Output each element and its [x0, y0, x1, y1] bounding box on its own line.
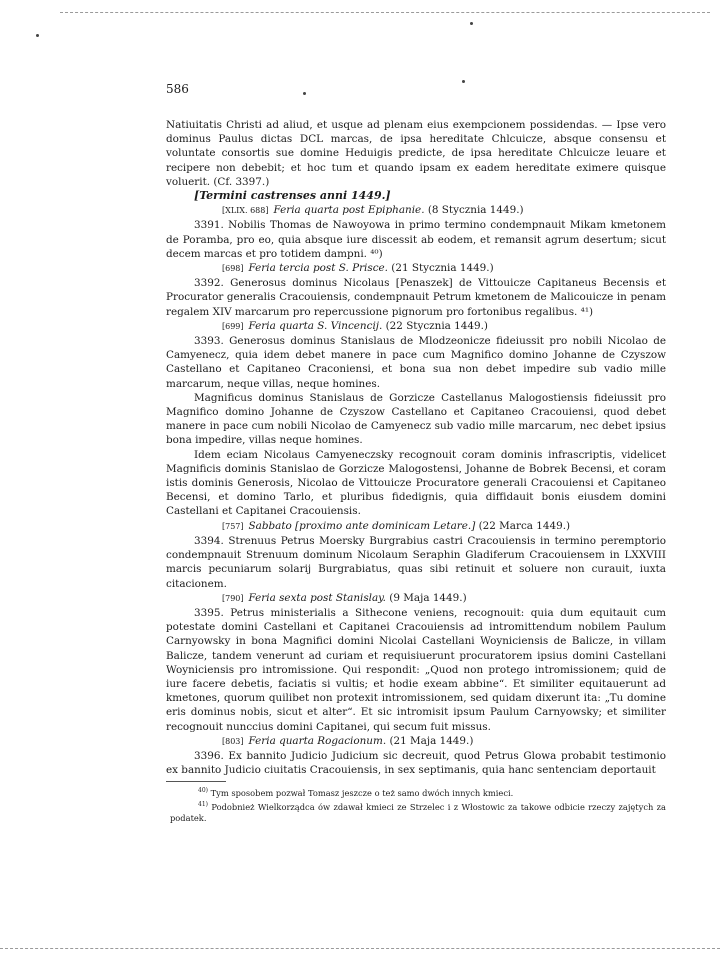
reference-number: [757] [222, 521, 244, 531]
page-top-edge [60, 12, 710, 13]
calendar-date: (22 Marca 1449.) [478, 519, 571, 532]
paragraph: 3395. Petrus ministerialis a Sithecone veniens, recognouit: quia dum equitauit cum potestate domini Castellani et Capitanei Cracouiensis ad intromittendum nobilem Paulum Carnyowsky in bona Magnifici domini Nicolai Castellani Woyniciensis de Balicze, in villam Balicze, tandem venerunt ad curiam et requisiuerunt procuratorem ipsius domini Castellani Woyniciensis pro intromissione. Qui respondit: „Quod non protego intromissionem; quid de iure facere debetis, faciatis si vultis; et hodie exeam abbine“. Et similiter equitauerunt ad kmetones, quorum quilibet non protexit intromissionem, sed quidam dixerunt ita: „Tu domine eris dominus nobis, sicut et alter“. Et sic intromisit ipsum Paulum Carnyowsky; et similiter recognouit nunccius domini Capitanei, qui secum fuit missus. [166, 606, 666, 733]
paragraph: 3394. Strenuus Petrus Moersky Burgrabius castri Cracouiensis in termino peremptorio condempnauit Strenuum dominum Nicolaum Seraphin Gladiferum Cracouiensem in LXXVIII marcis pecuniarum solarij Burgrabiatus, quas sibi retinuit et soluere non curauit, iuxta citacionem. [166, 534, 666, 590]
record-reference [166, 519, 666, 534]
footnote-mark: 41) [198, 801, 208, 809]
page-bottom-edge [0, 948, 720, 949]
scan-speck [470, 22, 473, 25]
page-number: 586 [166, 82, 189, 96]
scan-speck [36, 34, 39, 37]
paragraph: Natiuitatis Christi ad aliud, et usque ad plenam eius exempcionem possidendas. — Ipse vero dominus Paulus dictas DCL marcas, de ipsa hereditate Chlcuicze, absque consensu et voluntate consortis sue domine Heduigis predicte, de ipsa hereditate Chlcuicze leuare et recipere non debebit; et hoc tum et quando ipsam ex eadem hereditate eximere quisque voluerit. (Cf. 3397.) [166, 119, 666, 188]
footnote [166, 799, 666, 824]
scan-speck [462, 80, 465, 83]
section-heading: [Termini castrenses anni 1449.] [194, 189, 391, 203]
calendar-date: (21 Stycznia 1449.) [391, 262, 494, 275]
paragraph: Idem eciam Nicolaus Camyeneczsky recognouit coram dominis infrascriptis, videlicet Magnificis dominis Stanislao de Gorzicze Malogostensi, Johanne de Bobrek Becensi, et coram istis dominis Generosis, Nicolao de Vittouicze Procuratore generali Cracouiensi et Capitaneo Becensi, et domino Tarlo, et pluribus fidedignis, quia diffidauit bonis eiusdem domini Castellani et Capitanei Cracouiensis. [166, 448, 666, 518]
reference-number: [698] [222, 264, 244, 274]
feast-date: Feria sexta post Stanislay. [248, 591, 386, 604]
footnote [166, 785, 666, 799]
reference-number: [790] [222, 593, 244, 603]
feast-date: Feria quarta S. Vincencij. [248, 319, 383, 332]
feast-date: Sabbato [proximo ante dominicam Letare.] [248, 519, 476, 532]
record-reference [166, 261, 666, 276]
paragraph: 3396. Ex bannito Judicio Judicium sic decreuit, quod Petrus Glowa probabit testimonio ex bannito Judicio ciuitatis Cracouiensis, in sex septimanis, quia hanc sentenciam deportauit [166, 749, 666, 777]
paragraph: Magnificus dominus Stanislaus de Gorzicze Castellanus Malogostiensis fideiussit pro Magnifico domino Johanne de Czyszow Castellano et Capitaneo Cracouiensi, quod debet manere in pace cum nobili Nicolao de Camyenecz sub vadio mille marcarum, nec debet ipsius bona impedire, villas neque homines. [166, 391, 666, 447]
paragraph: 3392. Generosus dominus Nicolaus [Penaszek] de Vittouicze Capitaneus Becensis et Procurator generalis Cracouiensis, condempnauit Petrum kmetonem de Malicouicze in penam regalem XIV marcarum pro repercussione pignorum pro fortonibus regalibus. ⁴¹) [166, 277, 666, 318]
footnote-rule [166, 781, 226, 782]
record-reference [166, 203, 666, 218]
calendar-date: (9 Maja 1449.) [389, 591, 467, 604]
feast-date: Feria tercia post S. Prisce. [248, 262, 388, 275]
paragraph: 3391. Nobilis Thomas de Nawoyowa in primo termino condempnauit Mikam kmetonem de Poramba, pro eo, quia absque iure discessit ab eodem, et remansit agrum desertum; sicut decem marcas et pro totidem dampni. ⁴⁰) [166, 219, 666, 260]
calendar-date: (8 Stycznia 1449.) [427, 204, 524, 217]
footnote-text: Tym sposobem pozwał Tomasz jeszcze o też samo dwóch innych kmieci. [210, 788, 514, 799]
feast-date: Feria quarta post Epiphanie. [273, 204, 425, 217]
footnote-text: Podobnież Wielkorządca ów zdawał kmieci ze Strzelec i z Włostowic za takowe odbicie rzeczy zajętych za podatek. [170, 801, 666, 823]
record-reference [166, 319, 666, 334]
record-reference [166, 734, 666, 749]
scan-speck [303, 92, 306, 95]
paragraph: 3393. Generosus dominus Stanislaus de Mlodzeonicze fideiussit pro nobili Nicolao de Camyenecz, quia idem debet manere in pace cum Magnifico domino Johanne de Czyszow Castellano et Capitaneo Craconiensi, et bona sua non debet impedire sub vadio mille marcarum, neque villas, neque homines. [166, 335, 666, 390]
reference-number: [699] [222, 321, 244, 331]
reference-number: [XLIX. 688] [222, 206, 269, 216]
calendar-date: (22 Stycznia 1449.) [385, 319, 488, 332]
document-body [166, 118, 666, 824]
footnote-mark: 40) [198, 787, 208, 795]
calendar-date: (21 Maja 1449.) [389, 734, 474, 747]
reference-number: [803] [222, 736, 244, 746]
feast-date: Feria quarta Rogacionum. [248, 734, 387, 747]
record-reference [166, 591, 666, 606]
